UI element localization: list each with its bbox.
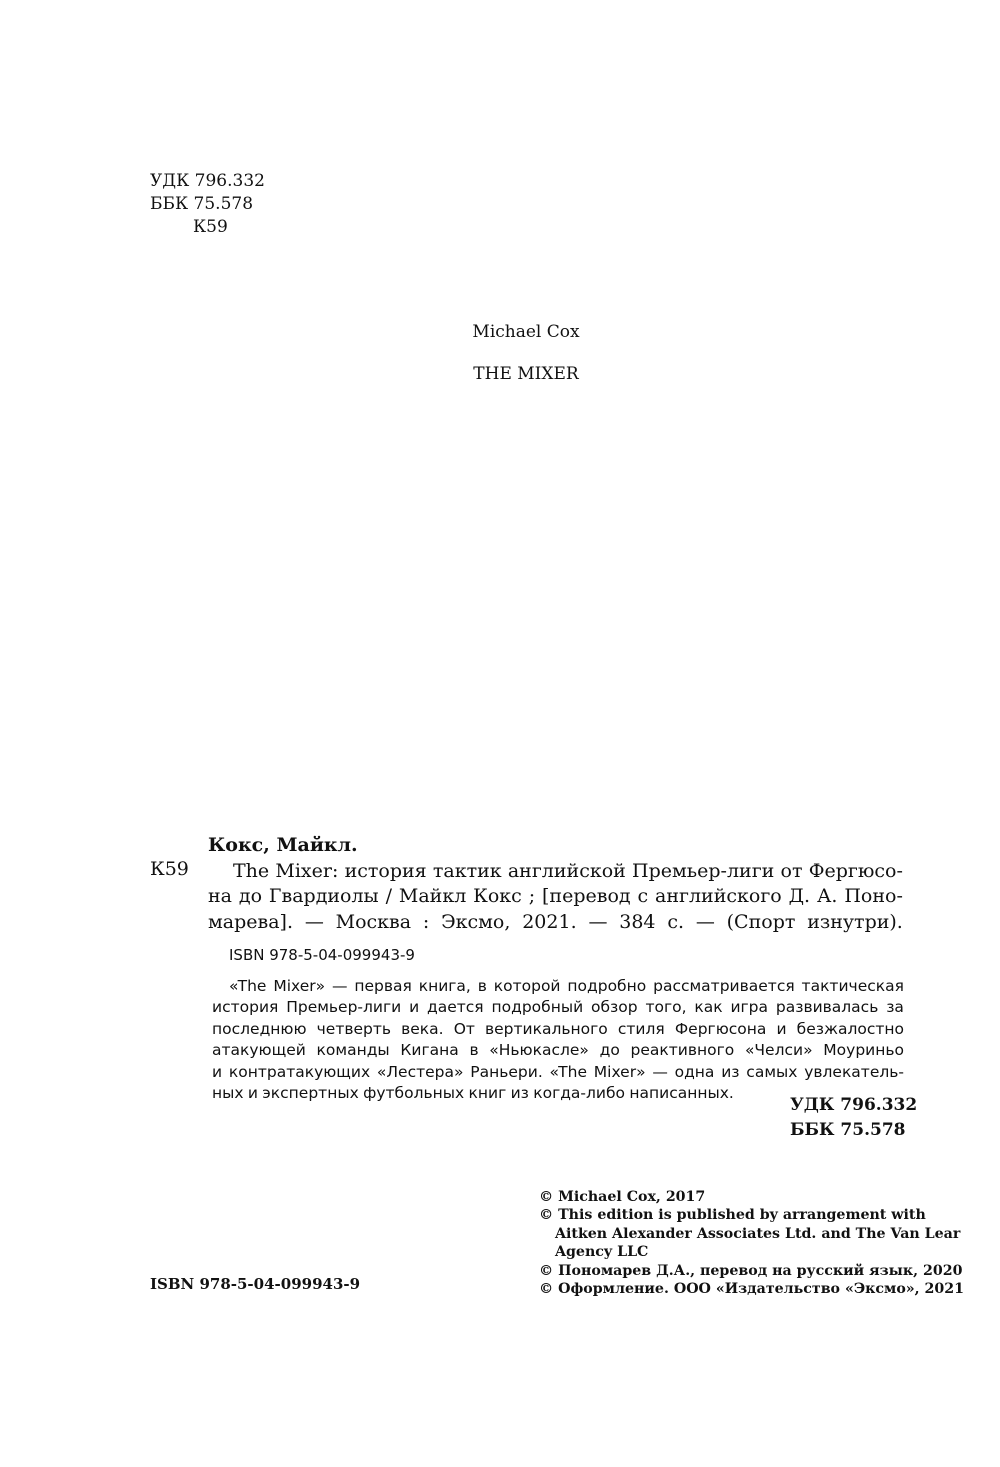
catalog-heading: Кокс, Майкл.	[208, 834, 358, 856]
word: Премьер-лиги	[632, 859, 775, 882]
word: самых	[746, 1062, 798, 1081]
copyright-line: Agency LLC	[555, 1244, 649, 1261]
word: Поно-	[844, 885, 903, 907]
annotation-line	[212, 976, 904, 997]
word: «Лестера»	[376, 1062, 464, 1081]
word: и	[776, 1019, 787, 1038]
word: подробно	[567, 977, 647, 995]
word: с.	[667, 910, 685, 933]
word: А.	[817, 885, 838, 907]
word: когда-либо	[533, 1084, 626, 1103]
word: подробный	[491, 998, 584, 1017]
word: книга,	[418, 977, 471, 995]
catalog-isbn: ISBN 978-5-04-099943-9	[229, 946, 415, 964]
word: (Спорт	[726, 910, 796, 933]
word: экспертных	[262, 1084, 359, 1103]
word: Гвардиолы	[268, 885, 379, 907]
word: игра	[730, 998, 769, 1017]
word: Кокс	[473, 885, 522, 907]
word: Майкл	[398, 885, 467, 907]
word: Mixer»	[593, 1062, 646, 1081]
word: ;	[528, 885, 536, 907]
word: в	[477, 977, 487, 995]
word: развивалась	[775, 998, 879, 1017]
word: века.	[401, 1019, 444, 1038]
copyright-line: © Пономарев Д.А., перевод на русский язык, 2020	[539, 1262, 963, 1279]
word: того,	[645, 998, 687, 1017]
word: из	[721, 1062, 740, 1081]
word: одна	[674, 1062, 715, 1081]
word: до	[238, 885, 263, 907]
word: ных	[212, 1084, 244, 1103]
word: «Ньюкасле»	[489, 1041, 589, 1060]
catalog-line	[208, 910, 903, 936]
word: «The	[549, 1062, 588, 1081]
word: изнутри).	[807, 910, 903, 933]
word: первая	[354, 977, 412, 995]
word: The	[233, 859, 270, 882]
word: до	[599, 1041, 620, 1060]
catalog-entry	[208, 833, 903, 935]
catalog-line	[208, 859, 903, 885]
word: Моуриньо	[823, 1041, 904, 1060]
copyright-line: © Оформление. ООО «Издательство «Эксмо», 2021	[539, 1281, 965, 1298]
annotation-line	[212, 1040, 904, 1061]
word: Москва	[335, 910, 412, 933]
word: в	[469, 1041, 479, 1060]
word: —	[652, 1062, 668, 1081]
word: «The	[229, 977, 267, 995]
classification-codes-bottom	[790, 1093, 917, 1143]
word: 2021.	[522, 910, 577, 933]
word: рассматривается	[653, 977, 795, 995]
word: с	[637, 885, 649, 907]
word: как	[694, 998, 723, 1017]
copyright-block	[539, 1188, 964, 1298]
word: английской	[507, 859, 626, 882]
catalog-author-mark: К59	[150, 858, 189, 880]
word: контратакующих	[228, 1062, 371, 1081]
annotation-line	[212, 1062, 904, 1083]
annotation-line	[212, 1019, 904, 1040]
word: —	[304, 910, 324, 933]
word: Раньери.	[470, 1062, 543, 1081]
word: —	[695, 910, 715, 933]
word: От	[453, 1019, 475, 1038]
bbk-code: ББК 75.578	[790, 1120, 906, 1140]
bbk-code: ББК 75.578	[150, 194, 254, 214]
word: —	[588, 910, 608, 933]
word: и	[212, 1062, 223, 1081]
word: Кигана	[400, 1041, 459, 1060]
word: стиля	[617, 1019, 665, 1038]
word: безжалостно	[796, 1019, 904, 1038]
udk-code: УДК 796.332	[790, 1095, 918, 1115]
word: футбольных	[363, 1084, 465, 1103]
word: Фергюсона	[674, 1019, 767, 1038]
author-mark: К59	[193, 217, 228, 237]
word: :	[422, 910, 430, 933]
word: [перевод	[542, 885, 631, 907]
word: вертикального	[485, 1019, 608, 1038]
word: написанных.	[629, 1084, 734, 1103]
word: четверть	[316, 1019, 392, 1038]
word: Премьер-лиги	[286, 998, 402, 1017]
word: история	[344, 859, 427, 882]
word: 384	[619, 910, 656, 933]
word: Mixer»	[273, 977, 326, 995]
annotation-line	[212, 997, 904, 1018]
word: атакующей	[212, 1041, 306, 1060]
word: Mixer:	[275, 859, 339, 882]
word: тактик	[432, 859, 502, 882]
word: Фергюсо-	[808, 859, 903, 882]
classification-codes-top	[150, 170, 265, 239]
copyright-line: © Michael Cox, 2017	[539, 1189, 706, 1205]
annotation	[212, 976, 904, 1104]
word: Эксмо,	[441, 910, 511, 933]
copyright-line: Aitken Alexander Associates Ltd. and The Van Lear	[555, 1225, 961, 1242]
udk-code: УДК 796.332	[150, 171, 265, 191]
word: тактическая	[801, 977, 904, 995]
word: от	[780, 859, 803, 882]
word: обзор	[591, 998, 638, 1017]
isbn: ISBN 978-5-04-099943-9	[150, 1275, 361, 1293]
word: /	[385, 885, 392, 907]
word: из	[510, 1084, 529, 1103]
word: за	[886, 998, 904, 1017]
word: последнюю	[212, 1019, 307, 1038]
copyright-line: © This edition is published by arrangement with	[539, 1207, 926, 1224]
word: —	[332, 977, 348, 995]
word: Д.	[788, 885, 811, 907]
word: команды	[316, 1041, 390, 1060]
word: увлекатель-	[804, 1062, 904, 1081]
catalog-line	[208, 884, 903, 910]
word: и	[409, 998, 420, 1017]
word: на	[208, 885, 232, 907]
word: английского	[655, 885, 782, 907]
original-title: THE MIXER	[473, 364, 579, 384]
word: дается	[427, 998, 484, 1017]
word: которой	[493, 977, 561, 995]
word: книг	[468, 1084, 507, 1103]
word: история	[212, 998, 279, 1017]
word: «Челси»	[744, 1041, 813, 1060]
word: и	[247, 1084, 258, 1103]
word: реактивного	[630, 1041, 735, 1060]
word: марева].	[208, 910, 293, 933]
original-author: Michael Cox	[472, 322, 580, 342]
